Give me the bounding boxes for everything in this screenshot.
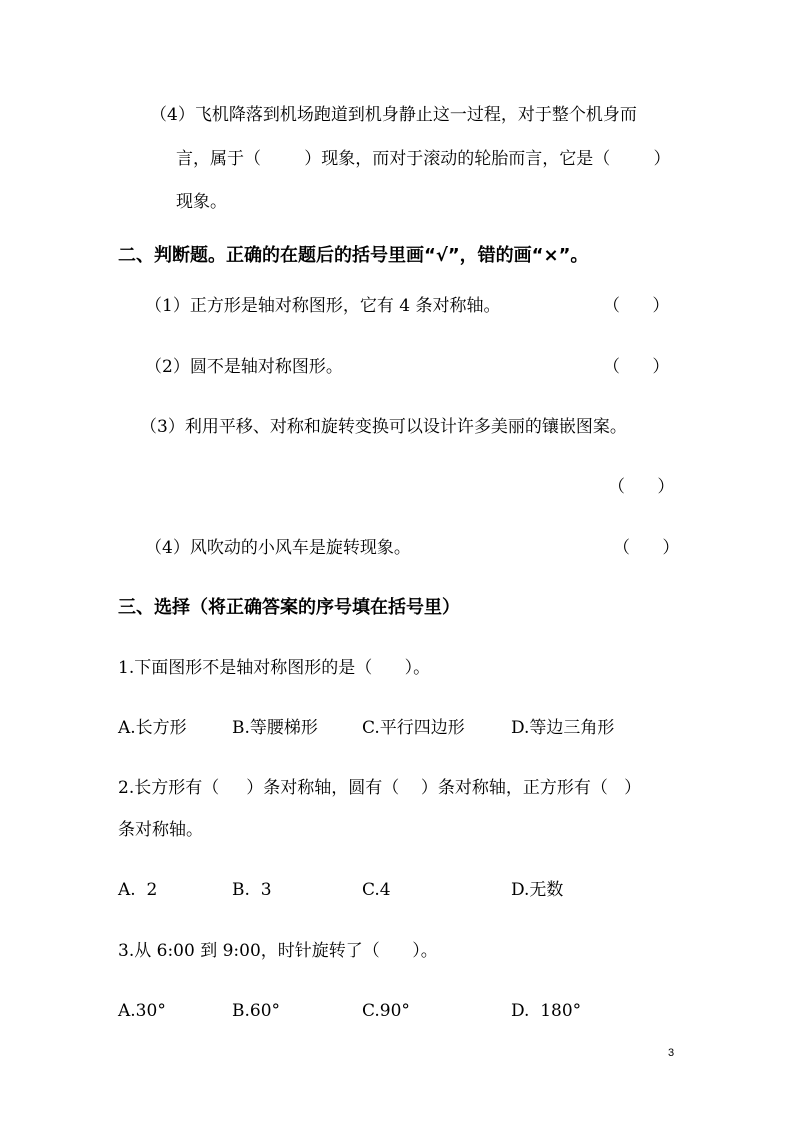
q4-line-3: 现象。 <box>176 192 227 212</box>
choice-q1-option-d: D.等边三角形 <box>511 718 615 738</box>
choice-q1-option-c: C.平行四边形 <box>362 718 465 738</box>
q4-line-2: 言，属于（ ）现象，而对于滚动的轮胎而言，它是（ ） <box>176 149 671 169</box>
choice-q3-option-b: B.60° <box>232 1001 281 1021</box>
choice-q1-option-b: B.等腰梯形 <box>232 718 318 738</box>
choice-q3-option-c: C.90° <box>362 1001 410 1021</box>
choice-q2-option-a: A. 2 <box>118 880 158 900</box>
choice-q3-stem: 3.从 6:00 到 9:00，时针旋转了（ ）。 <box>118 941 438 961</box>
judge-item-3: （3）利用平移、对称和旋转变换可以设计许多美丽的镶嵌图案。 <box>140 417 627 437</box>
section-2-heading: 二、判断题。正确的在题后的括号里画“√”，错的画“×”。 <box>118 245 589 266</box>
section-3-heading: 三、选择（将正确答案的序号填在括号里） <box>118 597 460 618</box>
choice-q2-stem-line-1: 2.长方形有（ ）条对称轴，圆有（ ）条对称轴，正方形有（ ） <box>118 778 642 798</box>
choice-q2-option-b: B. 3 <box>232 880 272 900</box>
choice-q3-option-d: D. 180° <box>511 1001 582 1021</box>
choice-q2-option-c: C.4 <box>362 880 391 900</box>
judge-item-3-blank: （ ） <box>608 477 675 497</box>
judge-item-4-blank: （ ） <box>613 538 680 558</box>
judge-item-2: （2）圆不是轴对称图形。 <box>145 357 343 377</box>
page-number: 3 <box>668 1047 675 1059</box>
judge-item-2-blank: （ ） <box>603 357 670 377</box>
choice-q3-option-a: A.30° <box>118 1001 166 1021</box>
choice-q1-stem: 1.下面图形不是轴对称图形的是（ ）。 <box>118 658 431 678</box>
choice-q1-option-a: A.长方形 <box>118 718 187 738</box>
judge-item-1: （1）正方形是轴对称图形，它有 4 条对称轴。 <box>145 296 501 316</box>
judge-item-4: （4）风吹动的小风车是旋转现象。 <box>145 538 411 558</box>
choice-q2-option-d: D.无数 <box>511 880 564 900</box>
choice-q2-stem-line-2: 条对称轴。 <box>118 820 203 840</box>
q4-line-1: （4）飞机降落到机场跑道到机身静止这一过程，对于整个机身而 <box>150 105 637 125</box>
judge-item-1-blank: （ ） <box>603 296 670 316</box>
